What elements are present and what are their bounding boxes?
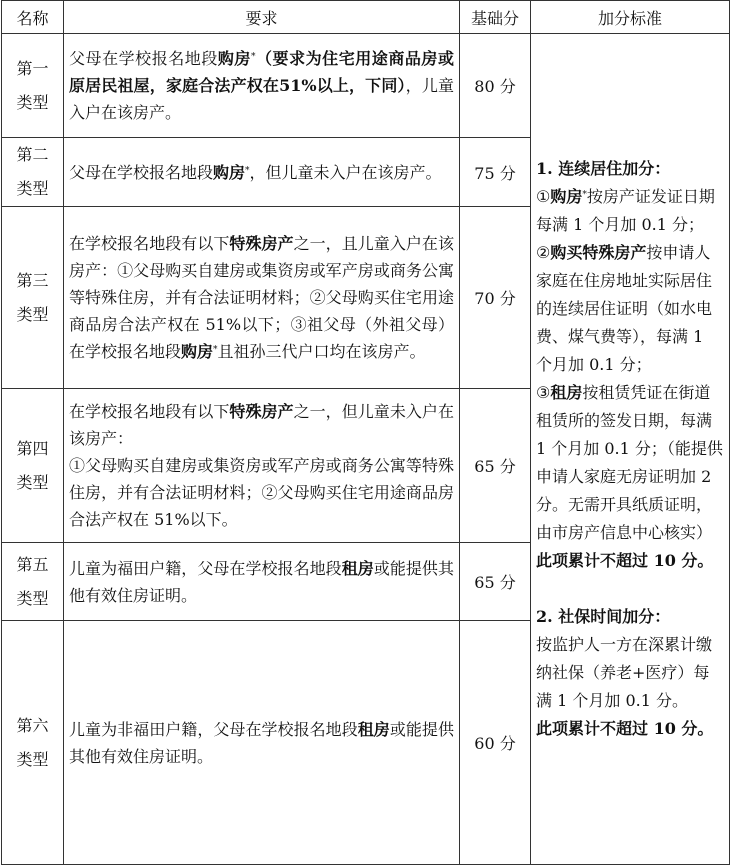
- base-score-cell: 65 分: [460, 389, 531, 543]
- category-line: 类型: [16, 179, 49, 198]
- table-row: [2, 34, 730, 138]
- header-bonus-standard: 加分标准: [531, 1, 730, 34]
- header-requirement: 要求: [64, 1, 460, 34]
- header-base-score: 基础分: [460, 1, 531, 34]
- category-line: 第四: [16, 438, 49, 458]
- category-line: 第三: [16, 270, 49, 290]
- requirement-cell: 儿童为非福田户籍，父母在学校报名地段租房或能提供其他有效住房证明。: [64, 621, 460, 865]
- bonus-section-title: 2. 社保时间加分：: [536, 607, 671, 626]
- category-line: 类型: [16, 92, 49, 112]
- requirement-cell: 父母在学校报名地段购房*（要求为住宅用途商品房或原居民祖屋，家庭合法产权在51%以上，下同），儿童入户在该房产。: [64, 34, 460, 138]
- header-row: [2, 1, 730, 34]
- base-score-cell: 75 分: [460, 138, 531, 207]
- category-cell: [2, 138, 64, 207]
- category-line: 类型: [16, 304, 49, 324]
- base-score-cell: 70 分: [460, 207, 531, 389]
- bonus-cap-note: 此项累计不超过 10 分。: [536, 719, 714, 738]
- bonus-section-title: 1. 连续居住加分：: [536, 159, 671, 178]
- base-score-cell: 60 分: [460, 621, 531, 865]
- bonus-item: 按监护人一方在深累计缴纳社保（养老+医疗）每满 1 个月加 0.1 分。: [536, 635, 713, 710]
- category-cell: [2, 207, 64, 389]
- bonus-item: ①购房*按房产证发证日期每满 1 个月加 0.1 分；: [536, 187, 715, 234]
- requirement-cell: 在学校报名地段有以下特殊房产之一，且儿童入户在该房产：①父母购买自建房或集资房或军产房或商务公寓等特殊住房，并有合法证明材料；②父母购买住宅用途商品房合法产权在 51%以下；③祖父母（外祖父母）在学校报名地段购房*且祖孙三代户口均在该房产。: [64, 207, 460, 389]
- category-cell: [2, 543, 64, 621]
- category-cell: [2, 34, 64, 138]
- category-line: 第一: [16, 58, 49, 78]
- category-cell: [2, 621, 64, 865]
- requirement-cell: 父母在学校报名地段购房*，但儿童未入户在该房产。: [64, 138, 460, 207]
- base-score-cell: 80 分: [460, 34, 531, 138]
- category-line: 类型: [16, 749, 49, 769]
- requirement-cell: 儿童为福田户籍，父母在学校报名地段租房或能提供其他有效住房证明。: [64, 543, 460, 621]
- base-score-cell: 65 分: [460, 543, 531, 621]
- spacer: [536, 575, 724, 603]
- category-line: 第二: [16, 145, 49, 164]
- category-line: 第六: [16, 715, 49, 735]
- bonus-cap-note: 此项累计不超过 10 分。: [536, 551, 714, 570]
- category-cell: [2, 389, 64, 543]
- category-line: 类型: [16, 472, 49, 492]
- bonus-standard-cell: [531, 34, 730, 865]
- admission-points-table: [1, 0, 730, 865]
- category-line: 类型: [16, 588, 49, 608]
- header-name: 名称: [2, 1, 64, 34]
- bonus-item: ②购买特殊房产按申请人家庭在住房地址实际居住的连续居住证明（如水电费、煤气费等），每满 1 个月加 0.1 分；: [536, 243, 713, 374]
- category-line: 第五: [16, 554, 49, 574]
- requirement-cell: 在学校报名地段有以下特殊房产之一，但儿童未入户在该房产： ①父母购买自建房或集资房或军产房或商务公寓等特殊住房，并有合法证明材料；②父母购买住宅用途商品房合法产权在 51%以下。: [64, 389, 460, 543]
- bonus-item: ③租房按租赁凭证在街道租赁所的签发日期，每满 1 个月加 0.1 分；（能提供申请人家庭无房证明加 2 分。无需开具纸质证明，由市房产信息中心核实）: [536, 383, 723, 542]
